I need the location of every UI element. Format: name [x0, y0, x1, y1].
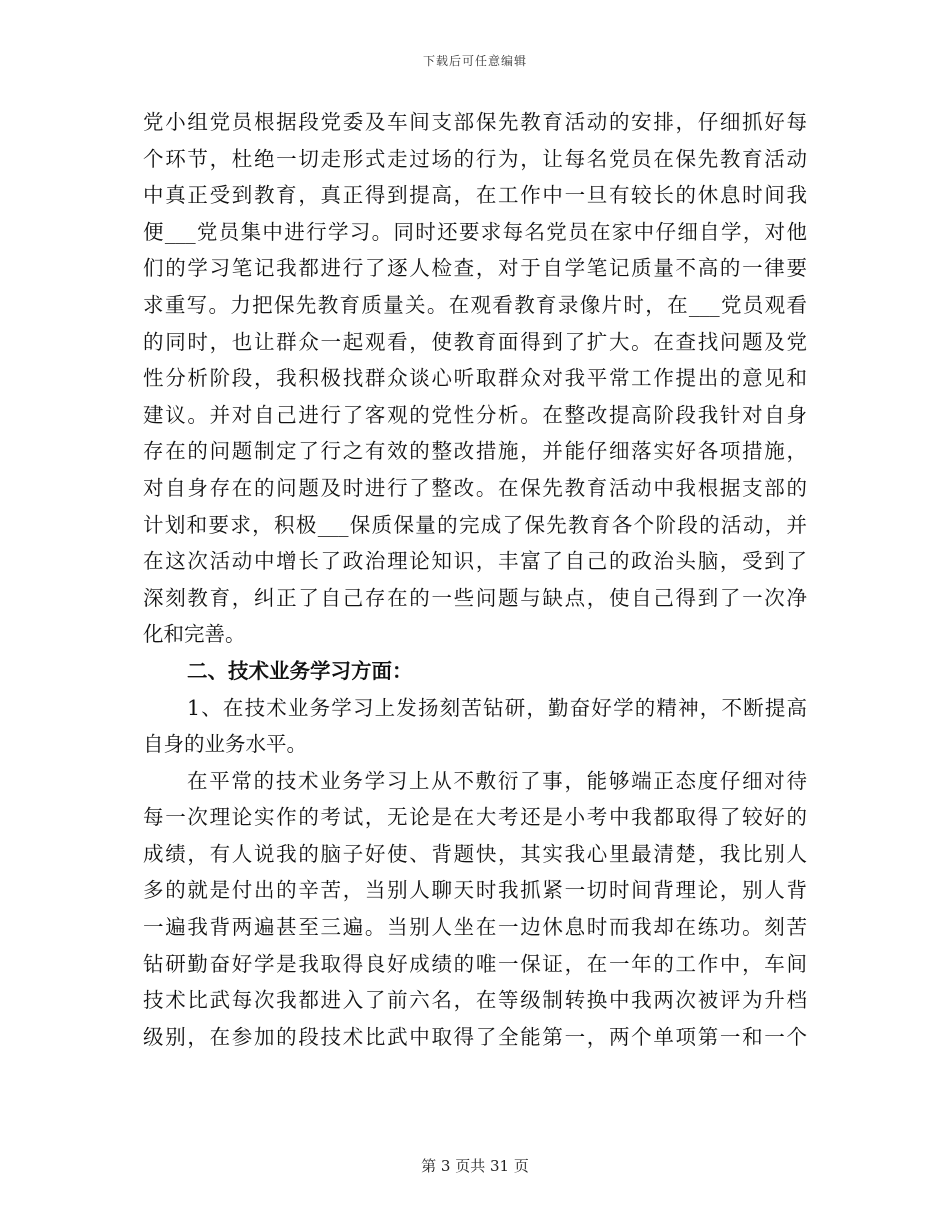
- text-line: 多的就是付出的辛苦，当别人聊天时我抓紧一切时间背理论，别人背: [143, 878, 807, 903]
- paragraph-item-1: [143, 690, 807, 763]
- text-line: 1、在技术业务学习上发扬刻苦钻研，勤奋好学的精神，不断提高: [187, 695, 807, 720]
- text-line: 便___党员集中进行学习。同时还要求每名党员在家中仔细自学，对他: [143, 219, 807, 244]
- text-line: 存在的问题制定了行之有效的整改措施，并能仔细落实好各项措施，: [143, 439, 807, 464]
- text-line: 中真正受到教育，真正得到提高，在工作中一旦有较长的休息时间我: [143, 183, 807, 208]
- text-line: 建议。并对自己进行了客观的党性分析。在整改提高阶段我针对自身: [143, 402, 807, 427]
- document-body: [143, 104, 807, 1055]
- section-heading: 二、技术业务学习方面：: [187, 658, 413, 683]
- paragraph-party-education: [143, 104, 807, 653]
- text-line: 对自身存在的问题及时进行了整改。在保先教育活动中我根据支部的: [143, 475, 807, 500]
- text-line: 的同时，也让群众一起观看，使教育面得到了扩大。在查找问题及党: [143, 329, 807, 354]
- text-line: 计划和要求，积极___保质保量的完成了保先教育各个阶段的活动，并: [143, 512, 807, 537]
- text-line: 级别，在参加的段技术比武中取得了全能第一，两个单项第一和一个: [143, 1024, 807, 1049]
- text-line: 在平常的技术业务学习上从不敷衍了事，能够端正态度仔细对待: [187, 768, 807, 793]
- text-line: 党小组党员根据段党委及车间支部保先教育活动的安排，仔细抓好每: [143, 110, 807, 134]
- text-line: 化和完善。: [143, 622, 246, 647]
- text-line: 自身的业务水平。: [143, 732, 307, 757]
- text-line: 个环节，杜绝一切走形式走过场的行为，让每名党员在保先教育活动: [143, 146, 807, 171]
- text-line: 深刻教育，纠正了自己存在的一些问题与缺点，使自己得到了一次净: [143, 585, 807, 610]
- text-line: 性分析阶段，我积极找群众谈心听取群众对我平常工作提出的意见和: [143, 366, 807, 391]
- page-footer: 第 3 页共 31 页: [421, 1157, 529, 1175]
- paragraph-technical-study: [143, 763, 807, 1056]
- text-line: 求重写。力把保先教育质量关。在观看教育录像片时，在___党员观看: [143, 292, 807, 317]
- text-line: 一遍我背两遍甚至三遍。当别人坐在一边休息时而我却在练功。刻苦: [143, 915, 807, 940]
- text-line: 在这次活动中增长了政治理论知识，丰富了自己的政治头脑，受到了: [143, 549, 807, 574]
- text-line: 技术比武每次我都进入了前六名，在等级制转换中我两次被评为升档: [143, 988, 807, 1013]
- page-header: 下载后可任意编辑: [422, 54, 527, 68]
- text-line: 们的学习笔记我都进行了逐人检查，对于自学笔记质量不高的一律要: [143, 256, 807, 281]
- text-line: 钻研勤奋好学是我取得良好成绩的唯一保证，在一年的工作中，车间: [143, 951, 807, 976]
- text-line: 每一次理论实作的考试，无论是在大考还是小考中我都取得了较好的: [143, 805, 807, 830]
- text-line: 成绩，有人说我的脑子好使、背题快，其实我心里最清楚，我比别人: [143, 841, 807, 866]
